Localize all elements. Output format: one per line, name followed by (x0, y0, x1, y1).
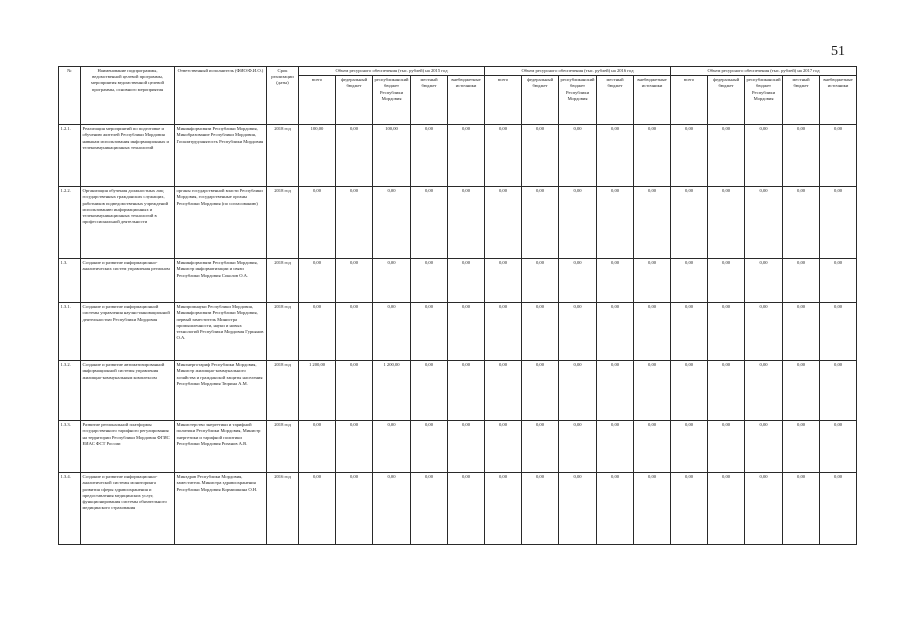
subheader-local: местный бюджет (783, 76, 820, 125)
subheader-federal: федеральный бюджет (522, 76, 559, 125)
value-cell: 0,00 (634, 473, 671, 545)
subheader-republican: республиканский бюджет Республики Мордовия (373, 76, 411, 125)
value-cell: 0,00 (820, 187, 857, 259)
value-cell: 0,00 (820, 125, 857, 187)
header-year-2015: Объем ресурсного обеспечения (тыс. рублей) на 2015 год (299, 67, 485, 76)
value-cell: 0,00 (485, 187, 522, 259)
value-cell: 0,00 (559, 361, 597, 421)
value-cell: 0,00 (299, 259, 336, 303)
value-cell: 0,00 (634, 421, 671, 473)
row-number: 1.3.4. (59, 473, 81, 545)
value-cell: 0,00 (299, 473, 336, 545)
value-cell: 0,00 (783, 259, 820, 303)
value-cell: 0,00 (485, 361, 522, 421)
table-body (59, 125, 857, 545)
subheader-extra: внебюджетные источники (634, 76, 671, 125)
value-cell: 0,00 (634, 187, 671, 259)
value-cell: 0,00 (448, 361, 485, 421)
value-cell: 0,00 (820, 361, 857, 421)
value-cell: 0,00 (671, 259, 708, 303)
value-cell: 0,00 (783, 187, 820, 259)
value-cell: 0,00 (485, 303, 522, 361)
value-cell: 0,00 (522, 187, 559, 259)
value-cell: 0,00 (448, 303, 485, 361)
value-cell: 0,00 (783, 473, 820, 545)
value-cell: 0,00 (745, 303, 783, 361)
value-cell: 0,00 (708, 303, 745, 361)
value-cell: 0,00 (597, 473, 634, 545)
header-year-2016: Объем ресурсного обеспечения (тыс. рублей) на 2016 год (485, 67, 671, 76)
subheader-federal: федеральный бюджет (708, 76, 745, 125)
value-cell: 0,00 (783, 125, 820, 187)
row-term: 2018 год (267, 303, 299, 361)
value-cell: 0,00 (299, 421, 336, 473)
header-responsible: Ответственный исполнитель (ФИО/Ф.И.О.) (175, 67, 267, 125)
value-cell: 0,00 (336, 259, 373, 303)
table-row (59, 303, 857, 361)
subheader-federal: федеральный бюджет (336, 76, 373, 125)
subheader-republican: республиканский бюджет Республики Мордовия (559, 76, 597, 125)
value-cell: 0,00 (485, 125, 522, 187)
subheader-total: всего (299, 76, 336, 125)
row-term: 2016 год (267, 473, 299, 545)
value-cell: 0,00 (411, 303, 448, 361)
row-term: 2018 год (267, 125, 299, 187)
value-cell: 0,00 (336, 473, 373, 545)
table-row (59, 421, 857, 473)
value-cell: 0,00 (708, 421, 745, 473)
value-cell: 0,00 (448, 473, 485, 545)
value-cell: 0,00 (299, 303, 336, 361)
row-responsible: Мининформсвязи Республики Мордовия, Минобразование Республики Мордовия, Госкомтрудзанятость Республики Мордовия (175, 125, 267, 187)
row-term: 2018 год (267, 361, 299, 421)
page-number: 51 (831, 44, 845, 59)
value-cell: 0,00 (634, 303, 671, 361)
row-name: Создание и развитие автоматизированной информационной системы управления жилищно-коммунальным комплексом (81, 361, 175, 421)
value-cell: 0,00 (485, 421, 522, 473)
row-name: Создание и развитие информационно-аналитической системы мониторинга развития сферы здравоохранения и предоставления медицинских услуг, функционирования системы обязательного медицинского страхования (81, 473, 175, 545)
value-cell: 0,00 (373, 259, 411, 303)
value-cell: 0,00 (820, 303, 857, 361)
value-cell: 0,00 (336, 303, 373, 361)
value-cell: 0,00 (634, 361, 671, 421)
value-cell: 0,00 (783, 303, 820, 361)
value-cell: 0,00 (745, 259, 783, 303)
value-cell: 0,00 (634, 125, 671, 187)
value-cell: 0,00 (597, 361, 634, 421)
subheader-extra: внебюджетные источники (820, 76, 857, 125)
value-cell: 0,00 (597, 421, 634, 473)
row-number: 1.3.2. (59, 361, 81, 421)
row-number: 1.2.2. (59, 187, 81, 259)
value-cell: 0,00 (671, 187, 708, 259)
value-cell: 0,00 (559, 473, 597, 545)
value-cell: 0,00 (448, 421, 485, 473)
table-row (59, 187, 857, 259)
value-cell: 0,00 (597, 187, 634, 259)
value-cell: 1 200,00 (299, 361, 336, 421)
header-nn: № (59, 67, 81, 125)
value-cell: 0,00 (411, 473, 448, 545)
value-cell: 100,00 (299, 125, 336, 187)
value-cell: 0,00 (671, 361, 708, 421)
value-cell: 0,00 (373, 473, 411, 545)
value-cell: 0,00 (745, 125, 783, 187)
row-name: Создание и развитие информационной системы управления научно-инновационной деятельностью Республики Мордовия (81, 303, 175, 361)
table-row (59, 473, 857, 545)
value-cell: 0,00 (559, 187, 597, 259)
header-name: Наименование подпрограммы, ведомственной целевой программы, мероприятия ведомственной целевой программы, основного мероприятия (81, 67, 175, 125)
value-cell: 0,00 (708, 361, 745, 421)
row-responsible: Министерство энергетики и тарифной политики Республики Мордовия, Министр энергетики и тарифной политики Республики Мордовия Ризанов А.В. (175, 421, 267, 473)
value-cell: 0,00 (597, 259, 634, 303)
value-cell: 0,00 (411, 361, 448, 421)
value-cell: 0,00 (820, 421, 857, 473)
value-cell: 0,00 (745, 361, 783, 421)
value-cell: 0,00 (299, 187, 336, 259)
value-cell: 0,00 (485, 259, 522, 303)
row-responsible: Минэнерготариф Республики Мордовия, Министр жилищно-коммунального хозяйства и гражданской защиты населения Республики Мордовия Тюрина А.М. (175, 361, 267, 421)
value-cell: 0,00 (448, 125, 485, 187)
value-cell: 0,00 (559, 303, 597, 361)
header-term: Срок реализации (даты) (267, 67, 299, 125)
table-row (59, 125, 857, 187)
value-cell: 0,00 (485, 473, 522, 545)
header-year-2017: Объем ресурсного обеспечения (тыс. рублей) на 2017 год (671, 67, 857, 76)
row-responsible: Минздрав Республики Мордовия, заместитель Министра здравоохранения Республики Мордовия Кормишкина О.Н. (175, 473, 267, 545)
value-cell: 0,00 (671, 473, 708, 545)
row-responsible: Минпромнауки Республики Мордовия, Мининформсвязи Республики Мордовия, первый заместитель Министра промышленности, науки и новых технологий Республики Мордовия Гурьянов О.А. (175, 303, 267, 361)
subheader-local: местный бюджет (597, 76, 634, 125)
row-name: Развитие региональной платформы государственного тарифного регулирования на территории Республики Мордовия ФГИС ЕИАС ФСТ России (81, 421, 175, 473)
row-responsible: органы государственной власти Республики Мордовия, государственные органы Республики Мордовия (по согласованию) (175, 187, 267, 259)
value-cell: 0,00 (597, 125, 634, 187)
row-name: Создание и развитие информационно-аналитических систем управления регионом (81, 259, 175, 303)
value-cell: 0,00 (522, 421, 559, 473)
value-cell: 0,00 (522, 259, 559, 303)
row-number: 1.3. (59, 259, 81, 303)
value-cell: 0,00 (373, 187, 411, 259)
value-cell: 0,00 (336, 361, 373, 421)
value-cell: 0,00 (522, 303, 559, 361)
value-cell: 1 200,00 (373, 361, 411, 421)
value-cell: 0,00 (559, 421, 597, 473)
value-cell: 0,00 (671, 303, 708, 361)
subheader-local: местный бюджет (411, 76, 448, 125)
value-cell: 0,00 (634, 259, 671, 303)
value-cell: 0,00 (820, 259, 857, 303)
table-row (59, 259, 857, 303)
value-cell: 100,00 (373, 125, 411, 187)
value-cell: 0,00 (411, 187, 448, 259)
row-term: 2018 год (267, 187, 299, 259)
subheader-total: всего (671, 76, 708, 125)
value-cell: 0,00 (336, 125, 373, 187)
value-cell: 0,00 (708, 473, 745, 545)
value-cell: 0,00 (522, 125, 559, 187)
value-cell: 0,00 (411, 125, 448, 187)
value-cell: 0,00 (559, 259, 597, 303)
value-cell: 0,00 (336, 187, 373, 259)
row-name: Организация обучения должностных лиц государственных гражданских служащих, работников подведомственных учреждений использованию информационных и телекоммуникационных технологий в профессиональной деятельности (81, 187, 175, 259)
value-cell: 0,00 (411, 421, 448, 473)
value-cell: 0,00 (783, 361, 820, 421)
row-number: 1.3.3. (59, 421, 81, 473)
value-cell: 0,00 (745, 421, 783, 473)
value-cell: 0,00 (597, 303, 634, 361)
value-cell: 0,00 (373, 303, 411, 361)
row-number: 1.2.1. (59, 125, 81, 187)
value-cell: 0,00 (522, 473, 559, 545)
row-name: Реализация мероприятий по подготовке и обучению жителей Республики Мордовия навыкам использования информационных и телекоммуникационных технологий (81, 125, 175, 187)
value-cell: 0,00 (559, 125, 597, 187)
row-term: 2018 год (267, 259, 299, 303)
subheader-extra: внебюджетные источники (448, 76, 485, 125)
value-cell: 0,00 (373, 421, 411, 473)
subheader-total: всего (485, 76, 522, 125)
value-cell: 0,00 (448, 259, 485, 303)
value-cell: 0,00 (745, 473, 783, 545)
value-cell: 0,00 (708, 125, 745, 187)
value-cell: 0,00 (448, 187, 485, 259)
resource-table (58, 66, 857, 545)
value-cell: 0,00 (411, 259, 448, 303)
value-cell: 0,00 (671, 125, 708, 187)
value-cell: 0,00 (522, 361, 559, 421)
value-cell: 0,00 (336, 421, 373, 473)
value-cell: 0,00 (745, 187, 783, 259)
row-number: 1.3.1. (59, 303, 81, 361)
table-row (59, 361, 857, 421)
row-term: 2018 год (267, 421, 299, 473)
value-cell: 0,00 (820, 473, 857, 545)
value-cell: 0,00 (783, 421, 820, 473)
row-responsible: Мининформсвязи Республики Мордовия, Министр информатизации и связи Республики Мордовия Соколов О.А. (175, 259, 267, 303)
subheader-republican: республиканский бюджет Республики Мордовия (745, 76, 783, 125)
value-cell: 0,00 (671, 421, 708, 473)
value-cell: 0,00 (708, 187, 745, 259)
value-cell: 0,00 (708, 259, 745, 303)
